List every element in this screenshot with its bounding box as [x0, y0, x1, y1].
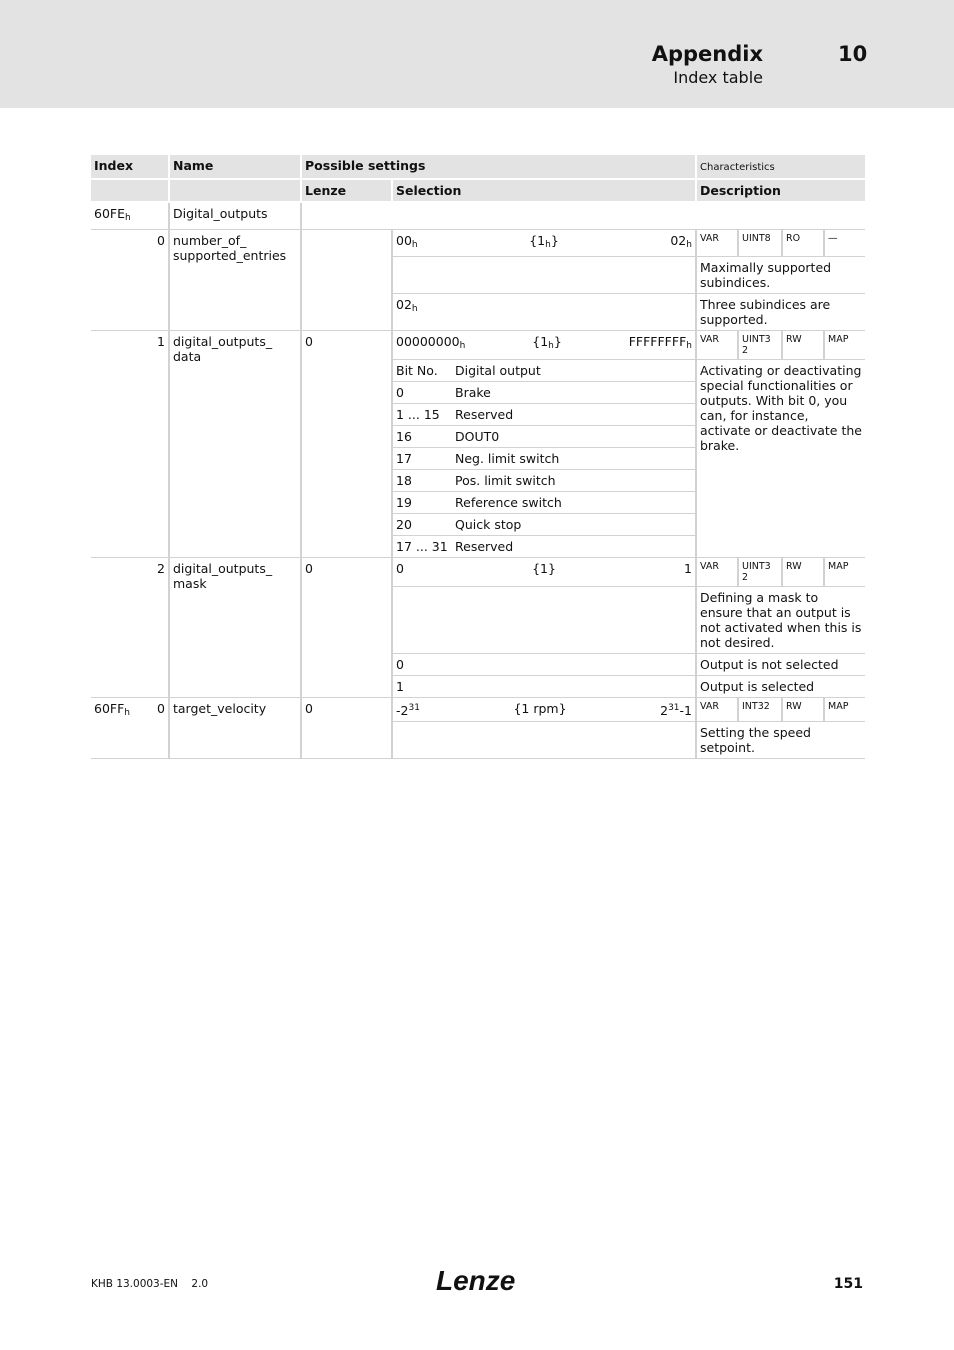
table-row: [91, 202, 865, 230]
sel-max: $FFFFFFFF_h$: [628, 334, 692, 351]
bit-no: 17 ... 31: [396, 539, 448, 554]
name-cell: Digital_outputs: [169, 202, 301, 230]
table-row: [91, 331, 865, 360]
char-access: RW: [782, 558, 824, 587]
col-lenze-header: Lenze: [301, 179, 392, 202]
chapter-number: 10: [838, 42, 868, 66]
char-datatype: INT32: [738, 698, 782, 722]
sel-min: $00000000_h$: [396, 334, 466, 351]
name-cell: digital_outputs_ mask: [169, 558, 301, 698]
bit-output: Quick stop: [452, 514, 695, 536]
sel-max: 1: [684, 561, 692, 576]
description-cell: Output is not selected: [696, 654, 865, 676]
bit-no: 16: [393, 426, 452, 448]
lenze-logo: [436, 1264, 516, 1296]
char-type: VAR: [696, 331, 738, 360]
table-row: [91, 558, 865, 587]
name-cell: target_velocity: [169, 698, 301, 759]
sel-max: $02_h$: [670, 233, 692, 250]
index-cell: $60FF_h$ 0: [91, 698, 169, 759]
char-access: RW: [782, 331, 824, 360]
char-type: VAR: [696, 698, 738, 722]
sel-min: $-2^{31}$: [396, 703, 420, 718]
bit-row: [393, 492, 695, 514]
char-mapping: MAP: [824, 558, 865, 587]
bit-row: [393, 382, 695, 404]
sel-step: {1}: [532, 561, 556, 576]
sel-min: 0: [396, 561, 404, 576]
lenze-cell: 0: [301, 558, 392, 698]
subindex-value: 0: [157, 701, 165, 716]
table-row: [91, 698, 865, 722]
bit-row: [393, 404, 695, 426]
bit-no: 19: [393, 492, 452, 514]
char-mapping: —: [824, 230, 865, 257]
bit-row: [393, 470, 695, 492]
bit-row: [393, 448, 695, 470]
char-mapping: MAP: [824, 698, 865, 722]
char-access: RO: [782, 230, 824, 257]
char-access: RW: [782, 698, 824, 722]
bit-no: 18: [393, 470, 452, 492]
col-selection-header: Selection: [392, 179, 696, 202]
name-cell: number_of_ supported_entries: [169, 230, 301, 331]
bit-table-cell: [392, 360, 696, 558]
bit-output: Pos. limit switch: [452, 470, 695, 492]
bit-output-header: Digital output: [452, 360, 695, 382]
page-number: 151: [833, 1276, 863, 1292]
bit-table: [393, 360, 695, 557]
col-index-header: Index: [91, 155, 169, 179]
bit-no: 17: [393, 448, 452, 470]
document-version: 2.0: [191, 1278, 209, 1290]
char-datatype: UINT3 2: [738, 558, 782, 587]
selection-value: 1: [392, 676, 696, 698]
subindex-cell: 2: [91, 558, 169, 698]
lenze-cell: 0: [301, 698, 392, 759]
col-name-header: Name: [169, 155, 301, 179]
section-subtitle: Index table: [673, 68, 763, 87]
index-table: [91, 155, 865, 759]
char-datatype: UINT3 2: [738, 331, 782, 360]
selection-value: 0: [392, 654, 696, 676]
selection-value: $02_h$: [392, 294, 696, 331]
selection-range: [392, 698, 696, 722]
bit-header-row: [393, 360, 695, 382]
col-description-header: Description: [696, 179, 865, 202]
sel-min: $00_h$: [396, 233, 418, 250]
index-cell: $60FE_h$: [91, 202, 169, 230]
char-mapping: MAP: [824, 331, 865, 360]
description-cell: Output is selected: [696, 676, 865, 698]
description-cell: Defining a mask to ensure that an output is not activated when this is not desired.: [696, 587, 865, 654]
bit-no: 0: [393, 382, 452, 404]
description-cell: Three subindices are supported.: [696, 294, 865, 331]
sel-max: $2^{31}-1$: [660, 703, 692, 718]
bit-output: Neg. limit switch: [452, 448, 695, 470]
bit-no: 20: [393, 514, 452, 536]
char-datatype: UINT8: [738, 230, 782, 257]
subindex-cell: 1: [91, 331, 169, 558]
char-type: VAR: [696, 558, 738, 587]
char-type: VAR: [696, 230, 738, 257]
table-row: [91, 230, 865, 257]
svg-text:Lenze: Lenze: [436, 1265, 516, 1296]
document-id: KHB 13.0003-EN 2.0: [91, 1278, 209, 1290]
bit-output: DOUT0: [452, 426, 695, 448]
selection-range: [392, 558, 696, 587]
bit-output: Reserved: [452, 404, 695, 426]
selection-range: [392, 230, 696, 257]
bit-output: Brake: [452, 382, 695, 404]
bit-output: Reference switch: [452, 492, 695, 514]
description-cell: Maximally supported subindices.: [696, 257, 865, 294]
bit-row: [393, 426, 695, 448]
header-band: [0, 0, 954, 108]
description-cell: Setting the speed setpoint.: [696, 722, 865, 759]
bit-output: Reserved: [455, 539, 514, 554]
table-subheader-row: [91, 179, 865, 202]
bit-no: 1 ... 15: [393, 404, 452, 426]
sel-step: $\{1_h\}$: [529, 233, 559, 250]
bit-row: [393, 514, 695, 536]
lenze-cell: [301, 230, 392, 331]
name-cell: digital_outputs_ data: [169, 331, 301, 558]
description-cell: Activating or deactivating special functionalities or outputs. With bit 0, you can, for instance, activate or deactivate the brake.: [696, 360, 865, 558]
section-title: Appendix: [651, 42, 763, 66]
bit-no-header: Bit No.: [393, 360, 452, 382]
col-characteristics-header: Characteristics: [696, 155, 865, 179]
sel-step: $\{1_h\}$: [532, 334, 562, 351]
subindex-cell: 0: [91, 230, 169, 331]
lenze-cell: 0: [301, 331, 392, 558]
col-possible-settings-header: Possible settings: [301, 155, 696, 179]
sel-step: {1 rpm}: [513, 701, 567, 716]
bit-row: [393, 536, 695, 558]
table-header-row: [91, 155, 865, 179]
selection-range: [392, 331, 696, 360]
